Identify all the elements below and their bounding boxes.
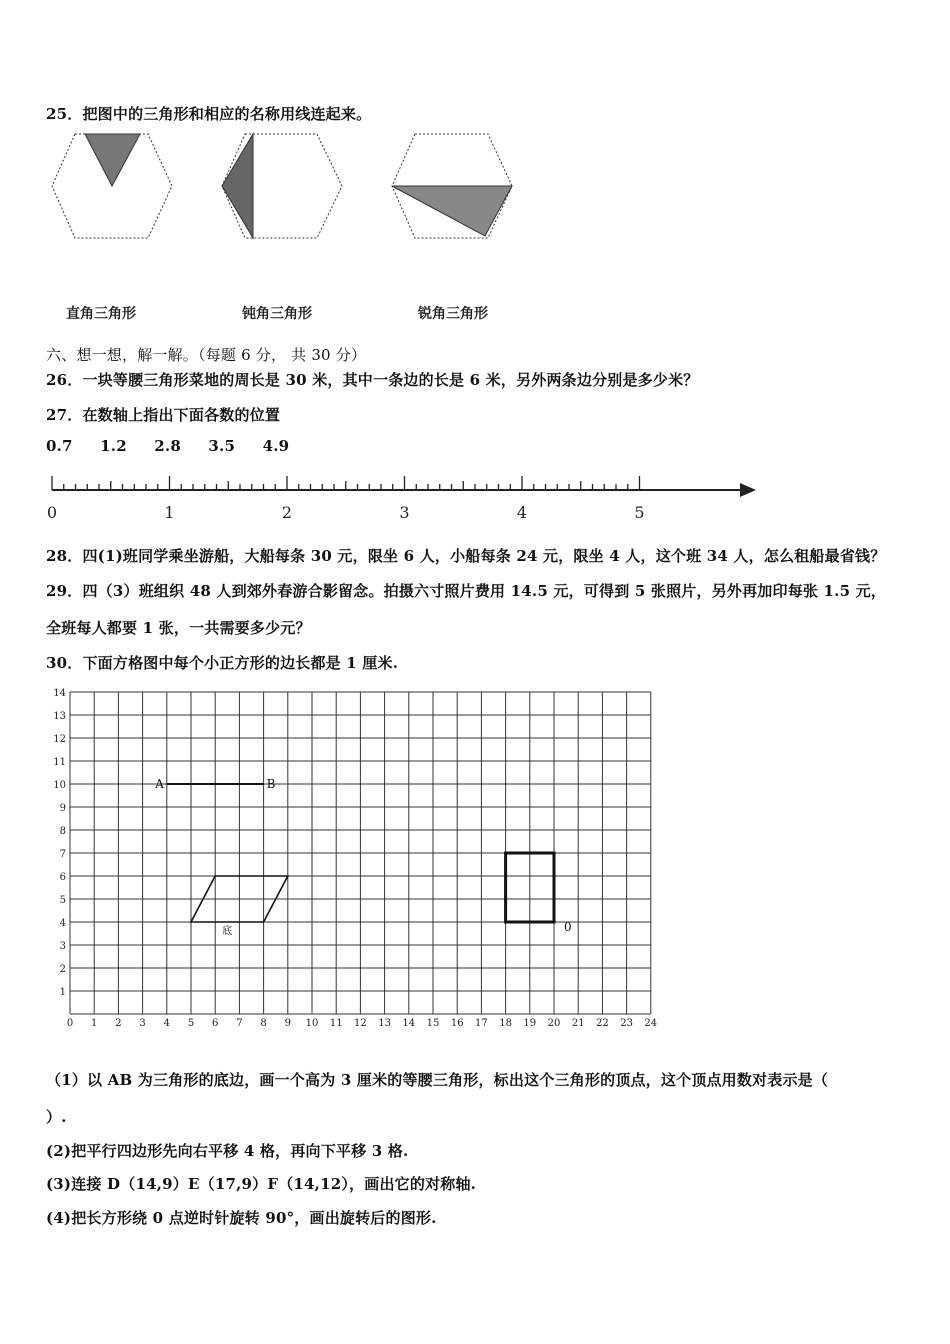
axis-label: 3 <box>399 503 410 522</box>
q30-sub3: (3)连接 D（14,9）E（17,9）F（14,12），画出它的对称轴. <box>46 1175 477 1193</box>
x-tick-label: 7 <box>236 1018 243 1029</box>
x-tick-label: 5 <box>187 1018 195 1029</box>
q25-text: 25．把图中的三角形和相应的名称用线连起来。 <box>46 105 372 123</box>
axis-label: 1 <box>164 503 175 522</box>
x-tick-label: 10 <box>305 1018 319 1029</box>
hexagon-figure-2 <box>222 134 342 238</box>
y-tick-label: 12 <box>53 734 66 745</box>
label-acute-triangle: 锐角三角形 <box>418 306 488 322</box>
x-tick-label: 17 <box>475 1018 488 1029</box>
axis-label: 0 <box>46 503 58 522</box>
x-tick-label: 15 <box>426 1018 440 1029</box>
q29-line1: 29．四（3）班组织 48 人到郊外春游合影留念。拍摄六寸照片费用 14.5 元，可得到 5 张照片，另外再加印每张 1.5 元， <box>46 582 887 600</box>
q30-sub4: (4)把长方形绕 0 点逆时针旋转 90°，画出旋转后的图形. <box>46 1209 437 1227</box>
y-tick-label: 3 <box>59 941 66 952</box>
hexagon-figures <box>0 126 950 266</box>
x-tick-label: 18 <box>499 1018 512 1029</box>
x-tick-label: 16 <box>450 1018 464 1029</box>
y-tick-label: 1 <box>59 987 66 998</box>
q27-numbers <box>46 437 311 455</box>
y-tick-label: 5 <box>59 895 66 906</box>
q30-sub1-line1: （1）以 AB 为三角形的底边，画一个高为 3 厘米的等腰三角形，标出这个三角形的顶点，这个顶点用数对表示是（ <box>46 1071 829 1089</box>
q28-text: 28．四(1)班同学乘坐游船，大船每条 30 元，限坐 6 人，小船每条 24 元，限坐 4 人，这个班 34 人，怎么租船最省钱？ <box>46 547 886 565</box>
hexagon-figure-3 <box>392 134 512 238</box>
x-tick-label: 1 <box>91 1018 98 1029</box>
y-tick-label: 8 <box>59 826 66 837</box>
q30-text: 30．下面方格图中每个小正方形的边长都是 1 厘米. <box>46 654 399 672</box>
x-tick-label: 23 <box>620 1018 633 1029</box>
x-tick-label: 19 <box>523 1018 537 1029</box>
number-line <box>0 470 950 530</box>
axis-label: 2 <box>281 503 293 522</box>
x-tick-label: 24 <box>644 1018 658 1029</box>
y-tick-label: 7 <box>59 849 66 860</box>
x-tick-label: 0 <box>66 1018 74 1029</box>
label-obtuse-triangle: 钝角三角形 <box>242 306 312 322</box>
axis-label: 5 <box>634 503 645 522</box>
base-label: 底 <box>222 926 233 937</box>
q30-sub1-line2: ）. <box>46 1108 67 1126</box>
x-tick-label: 8 <box>260 1018 267 1029</box>
x-tick-label: 4 <box>163 1018 170 1029</box>
y-tick-label: 11 <box>53 757 66 768</box>
x-tick-label: 21 <box>571 1018 585 1029</box>
arrow-icon <box>740 483 756 497</box>
coordinate-grid <box>0 680 950 1030</box>
label-b: B <box>266 777 276 791</box>
x-tick-label: 3 <box>139 1018 146 1029</box>
y-tick-label: 9 <box>59 803 66 814</box>
x-tick-label: 2 <box>115 1018 122 1029</box>
x-tick-label: 13 <box>378 1018 391 1029</box>
y-tick-label: 14 <box>53 688 66 699</box>
x-tick-label: 6 <box>212 1018 219 1029</box>
label-right-triangle: 直角三角形 <box>66 306 136 322</box>
number-item: 2.8 <box>154 437 181 455</box>
y-tick-label: 6 <box>59 872 66 883</box>
q27-text: 27．在数轴上指出下面各数的位置 <box>46 406 281 424</box>
number-item: 0.7 <box>46 437 73 455</box>
number-item: 1.2 <box>100 437 127 455</box>
number-item: 4.9 <box>262 437 290 455</box>
number-item: 3.5 <box>208 437 236 455</box>
label-a: A <box>155 777 164 791</box>
hexagon-figure-1 <box>52 134 172 238</box>
x-tick-label: 12 <box>354 1018 367 1029</box>
x-tick-label: 14 <box>402 1018 416 1029</box>
y-tick-label: 13 <box>53 711 66 722</box>
q29-line2: 全班每人都要 1 张，一共需要多少元？ <box>46 619 311 637</box>
y-tick-label: 4 <box>59 918 66 929</box>
q30-sub2: (2)把平行四边形先向右平移 4 格，再向下平移 3 格. <box>46 1142 409 1160</box>
section6-title: 六、想一想，解一解。（每题 6 分， 共 30 分） <box>46 346 367 364</box>
y-tick-label: 10 <box>53 780 66 791</box>
y-tick-label: 2 <box>59 964 66 975</box>
x-tick-label: 22 <box>596 1018 609 1029</box>
vertex-label-0: 0 <box>564 920 572 934</box>
x-tick-label: 11 <box>329 1018 343 1029</box>
x-tick-label: 20 <box>547 1018 561 1029</box>
axis-label: 4 <box>516 503 528 522</box>
q26-text: 26．一块等腰三角形菜地的周长是 30 米，其中一条边的长是 6 米，另外两条边分别是多少米？ <box>46 371 699 389</box>
x-tick-label: 9 <box>284 1018 291 1029</box>
